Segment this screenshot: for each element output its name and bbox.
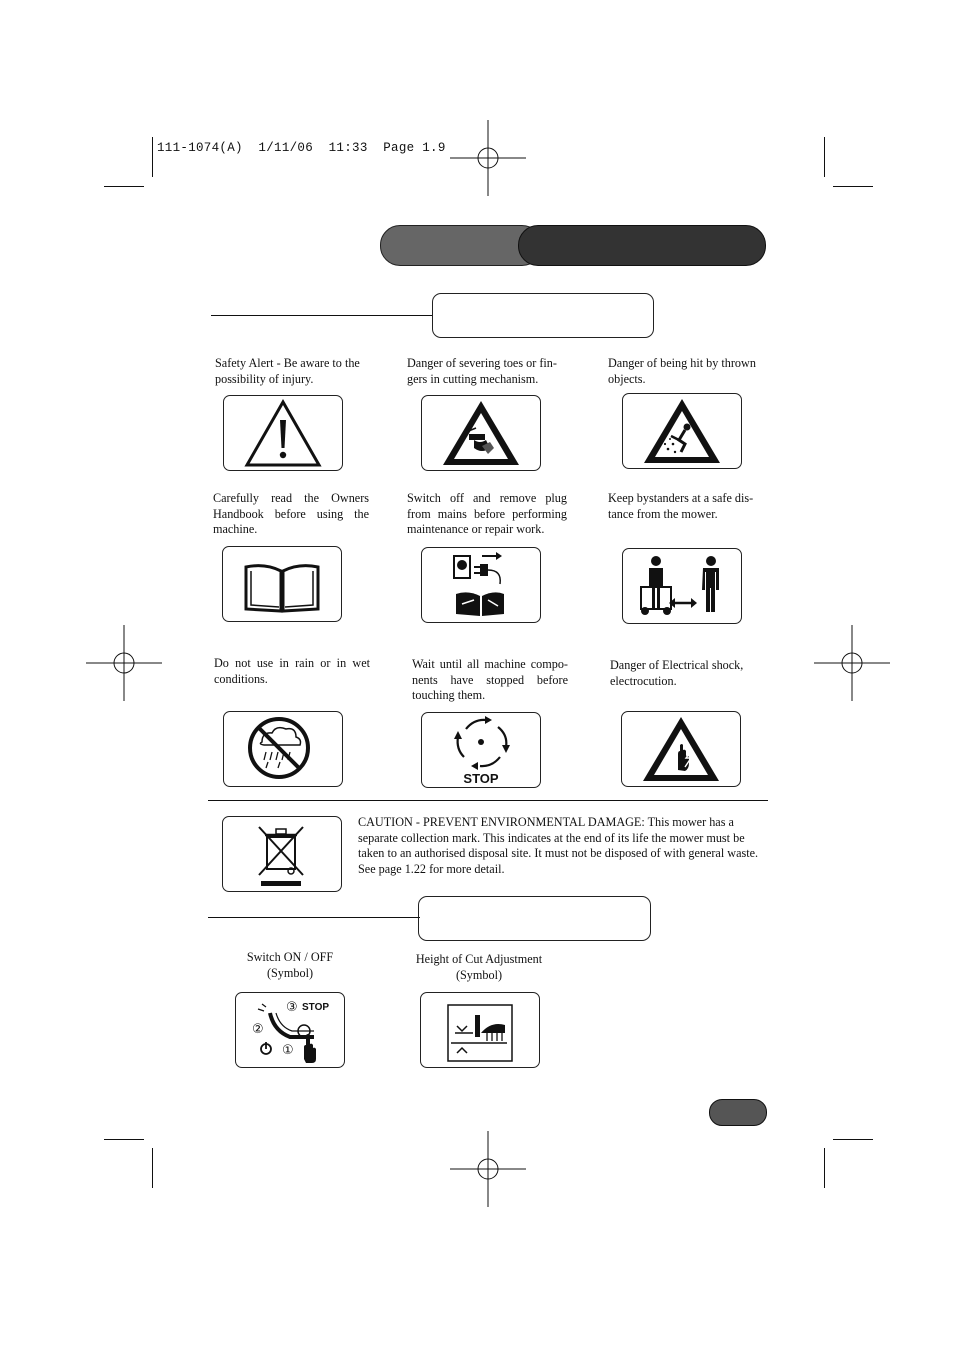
crop-mark [824, 137, 825, 177]
step-3-label: ③ [286, 1000, 298, 1015]
blade-injury-icon [421, 395, 541, 471]
crop-mark [104, 186, 144, 187]
switch-on-off-caption [224, 950, 356, 981]
safety-alert-text: Safety Alert - Be aware to the possibility of injury. [215, 356, 360, 386]
print-slug: 111-1074(A) 1/11/06 11:33 Page 1.9 [157, 141, 446, 155]
switch-off-plug-text: Switch off and remove plug from mains before performing maintenance or repair work. [407, 491, 567, 537]
page-number-tab [709, 1099, 767, 1126]
height-of-cut-caption [404, 952, 554, 983]
height-of-cut-title: Height of Cut Adjustment [415, 952, 543, 966]
thrown-objects-icon [622, 393, 742, 469]
switch-lever-icon [235, 992, 345, 1068]
open-book-icon [222, 546, 342, 622]
electric-shock-text: Danger of Electrical shock, electrocution. [610, 658, 744, 688]
stop-label: STOP [463, 771, 499, 786]
severing-text: Danger of severing toes or fin-gers in cutting mechanism. [407, 356, 557, 386]
switch-on-off-subtitle: (Symbol) [266, 965, 314, 980]
section-heading-box [418, 896, 651, 941]
crop-mark [104, 1139, 144, 1140]
crop-mark [152, 1148, 153, 1188]
section-rule [208, 917, 420, 918]
registration-mark-icon [450, 1131, 526, 1207]
bystanders-icon [622, 548, 742, 624]
step-1-label: ① [282, 1043, 294, 1058]
header-tab-right [518, 225, 766, 266]
switch-on-off-title: Switch ON / OFF [246, 950, 334, 964]
read-handbook-text: Carefully read the Owners Handbook before using the machine. [213, 491, 369, 537]
electric-shock-icon [621, 711, 741, 787]
step-2-label: ② [252, 1022, 264, 1037]
crop-mark [152, 137, 153, 177]
environment-caution-text: CAUTION - PREVENT ENVIRONMENTAL DAMAGE: This mower has a separate collection mark. This indicates at the end of its life the mower must be taken to an authorised disposal site. It must not be disposed of with general waste. See page 1.22 for more detail. [358, 815, 759, 876]
rotating-blade-stop-icon [421, 712, 541, 788]
crop-mark [833, 1139, 873, 1140]
section-rule [208, 800, 768, 801]
unplug-icon [421, 547, 541, 623]
section-rule [211, 315, 433, 316]
registration-mark-icon [814, 625, 890, 701]
wait-stop-text: Wait until all machine compo-nents have stopped before touching them. [412, 657, 568, 703]
height-of-cut-subtitle: (Symbol) [455, 967, 503, 982]
crop-mark [833, 186, 873, 187]
registration-mark-icon [450, 120, 526, 196]
registration-mark-icon [86, 625, 162, 701]
thrown-objects-text: Danger of being hit by thrown objects. [608, 356, 756, 386]
section-heading-box [432, 293, 654, 338]
no-rain-icon [223, 711, 343, 787]
bystanders-text: Keep bystanders at a safe dis-tance from the mower. [608, 491, 754, 521]
no-rain-text: Do not use in rain or in wet conditions. [214, 656, 370, 686]
crop-mark [824, 1148, 825, 1188]
crossed-bin-icon [222, 816, 342, 892]
warning-triangle-exclamation-icon [223, 395, 343, 471]
height-adjust-icon [420, 992, 540, 1068]
stop-label: STOP [302, 1002, 330, 1013]
